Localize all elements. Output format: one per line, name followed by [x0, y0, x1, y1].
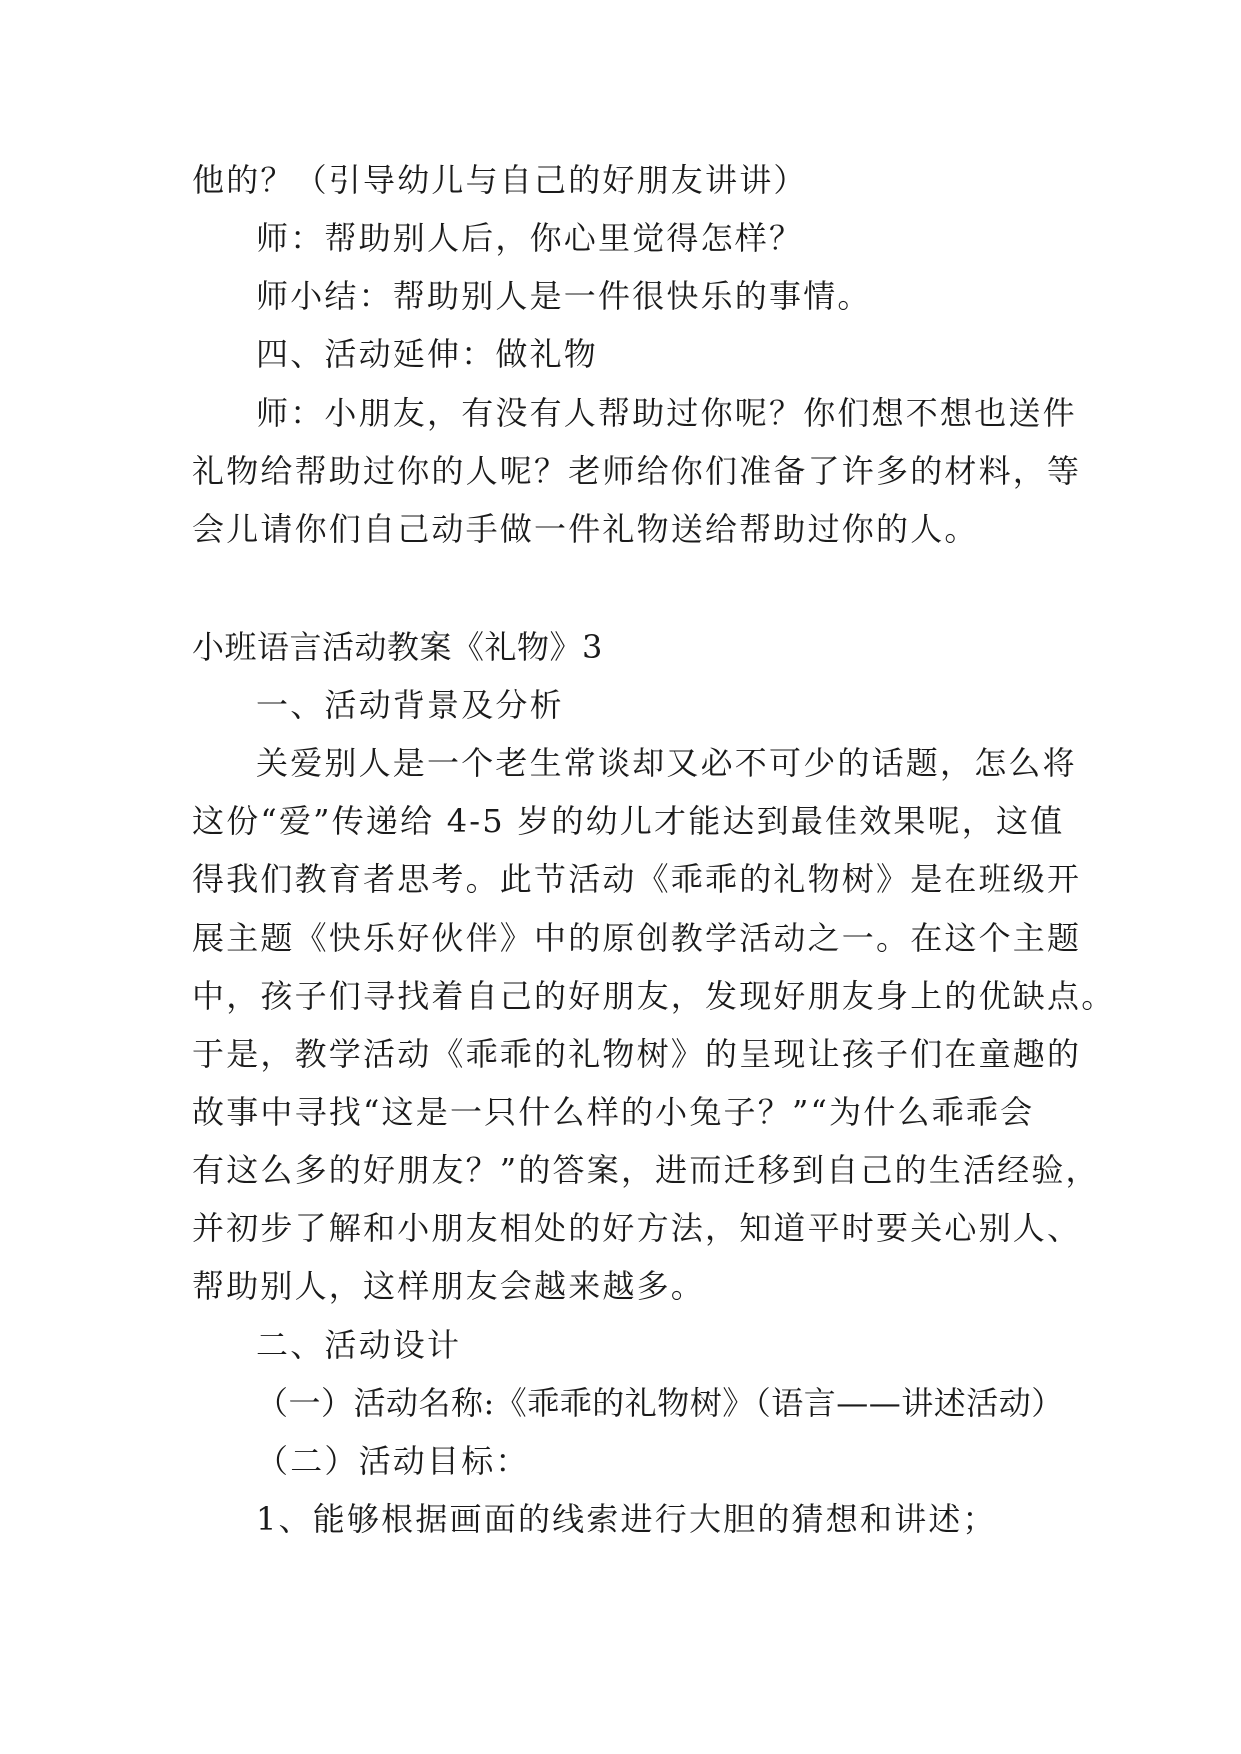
paragraph-line: 于是，教学活动《乖乖的礼物树》的呈现让孩子们在童趣的	[192, 1035, 1082, 1073]
paragraph-line: 师小结：帮助别人是一件很快乐的事情。	[256, 277, 872, 315]
paragraph-line: 师：帮助别人后，你心里觉得怎样？	[256, 219, 804, 257]
paragraph-line: 帮助别人，这样朋友会越来越多。	[192, 1267, 706, 1305]
section-heading: 四、活动延伸：做礼物	[256, 335, 599, 373]
section-heading: 一、活动背景及分析	[256, 686, 564, 724]
paragraph-line: 师：小朋友，有没有人帮助过你呢？你们想不想也送件	[256, 394, 1077, 432]
paragraph-line: 并初步了解和小朋友相处的好方法，知道平时要关心别人、	[192, 1209, 1082, 1247]
list-item: 1、能够根据画面的线索进行大胆的猜想和讲述；	[256, 1500, 997, 1538]
paragraph-line: 有这么多的好朋友？”的答案，进而迁移到自己的生活经验，	[192, 1151, 1100, 1189]
paragraph-line: 中，孩子们寻找着自己的好朋友，发现好朋友身上的优缺点。	[192, 977, 1116, 1015]
document-title: 小班语言活动教案《礼物》3	[192, 628, 603, 666]
paragraph-line: 故事中寻找“这是一只什么样的小兔子？”“为什么乖乖会	[192, 1093, 1035, 1131]
subsection-heading: （一）活动名称:《乖乖的礼物树》（语言——讲述活动）	[256, 1384, 1064, 1422]
paragraph-line: 这份“爱”传递给 4-5 岁的幼儿才能达到最佳效果呢，这值	[192, 802, 1065, 840]
section-heading: 二、活动设计	[256, 1326, 462, 1364]
paragraph-line: 礼物给帮助过你的人呢？老师给你们准备了许多的材料，等	[192, 452, 1082, 490]
subsection-heading: （二）活动目标：	[256, 1442, 530, 1480]
paragraph-line: 他的？（引导幼儿与自己的好朋友讲讲）	[192, 161, 808, 199]
paragraph-line: 关爱别人是一个老生常谈却又必不可少的话题，怎么将	[256, 744, 1077, 782]
paragraph-line: 会儿请你们自己动手做一件礼物送给帮助过你的人。	[192, 510, 979, 548]
paragraph-line: 展主题《快乐好伙伴》中的原创教学活动之一。在这个主题	[192, 919, 1082, 957]
paragraph-line: 得我们教育者思考。此节活动《乖乖的礼物树》是在班级开	[192, 860, 1082, 898]
